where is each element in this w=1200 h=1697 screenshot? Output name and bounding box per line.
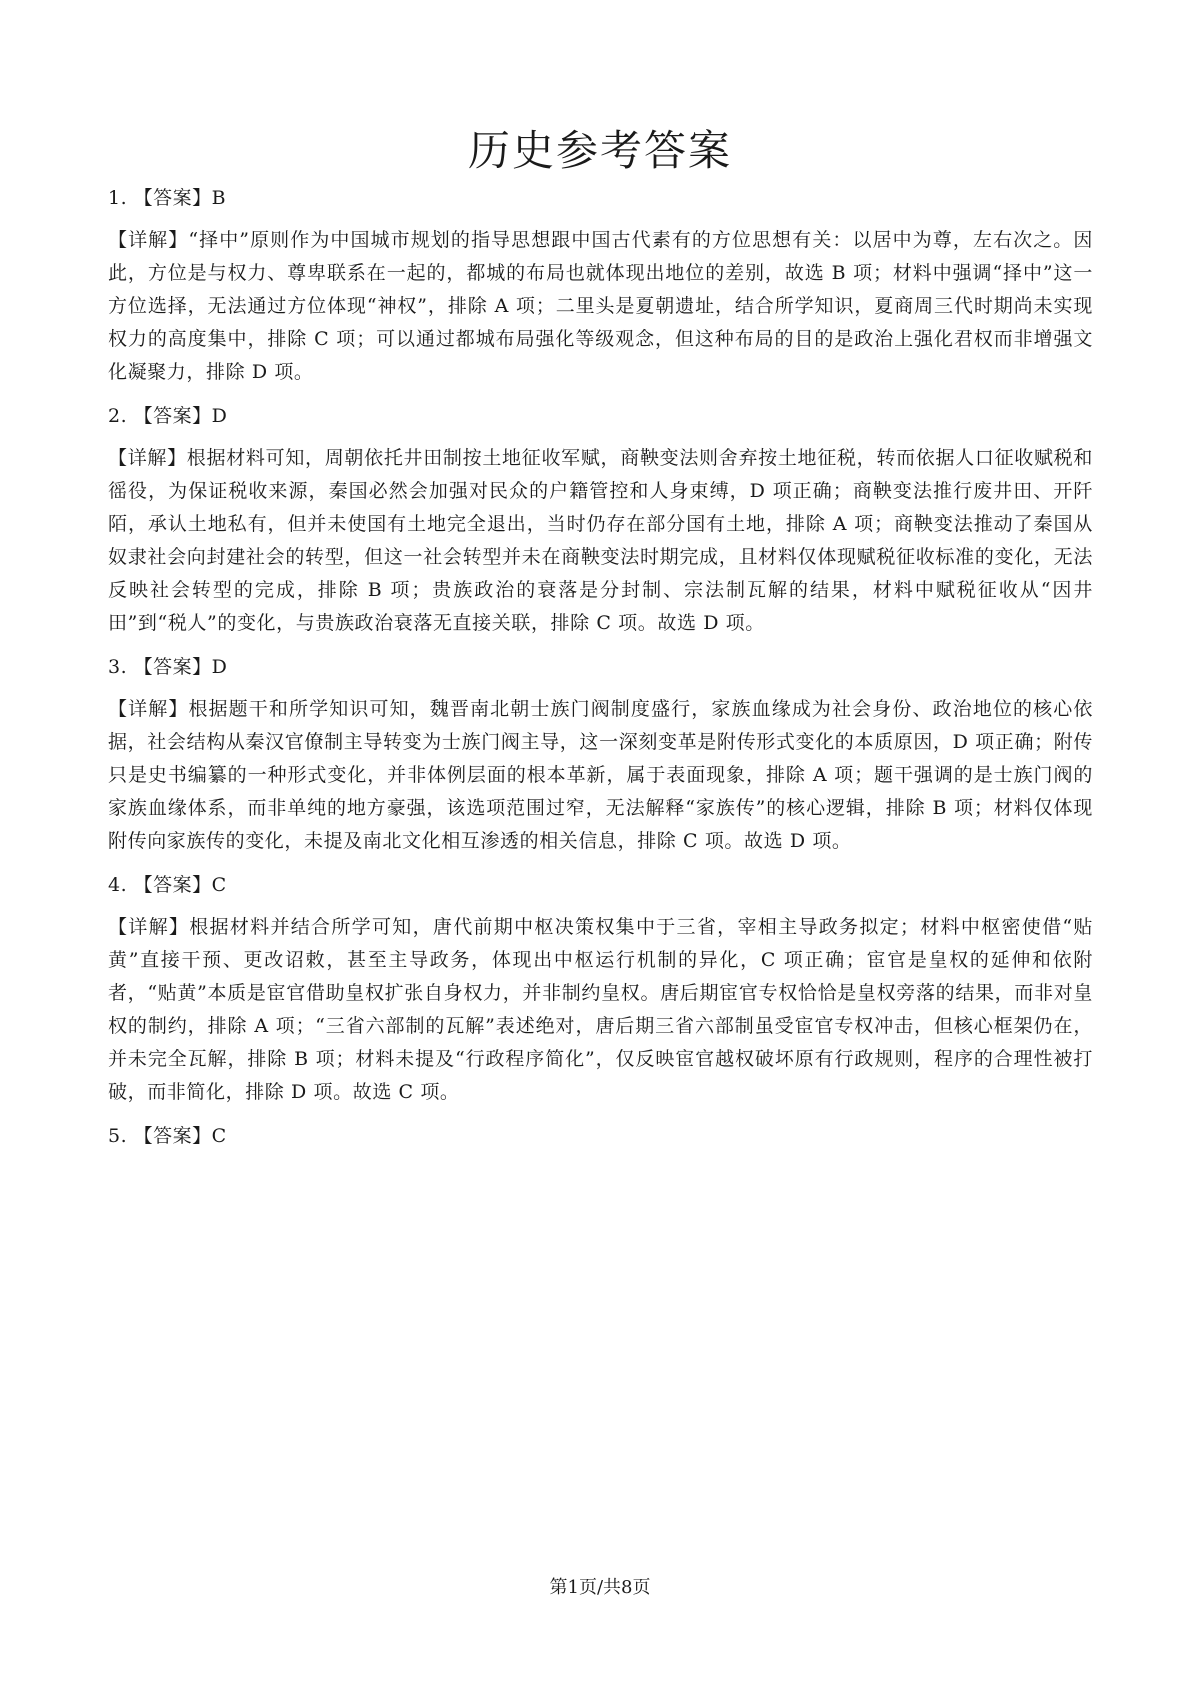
- question-4-explanation: 【详解】根据材料并结合所学可知，唐代前期中枢决策权集中于三省，宰相主导政务拟定；材料中枢密使借“贴黄”直接干预、更改诏敕，甚至主导政务，体现出中枢运行机制的异化，C 项正确；宦官是皇权的延伸和依附者，“贴黄”本质是宦官借助皇权扩张自身权力，并非制约皇权。唐后期宦官专权恰恰是皇权旁落的结果，而非对皇权的制约，排除 A 项；“三省六部制的瓦解”表述绝对，唐后期三省六部制虽受宦官专权冲击，但核心框架仍在，并未完全瓦解，排除 B 项；材料未提及“行政程序简化”，仅反映宦官越权破坏原有行政规则，程序的合理性被打破，而非简化，排除 D 项。故选 C 项。: [108, 916, 1093, 1103]
- question-3: [108, 651, 1093, 858]
- question-5-answer: 5. 【答案】C: [108, 1125, 227, 1147]
- page-title: 历史参考答案: [467, 126, 732, 175]
- question-2-answer: 2. 【答案】D: [108, 405, 228, 427]
- question-1-answer: 1. 【答案】B: [108, 187, 227, 209]
- question-1-explanation: 【详解】“择中”原则作为中国城市规划的指导思想跟中国古代素有的方位思想有关：以居中为尊，左右次之。因此，方位是与权力、尊卑联系在一起的，都城的布局也就体现出地位的差别，故选 B 项；材料中强调“择中”这一方位选择，无法通过方位体现“神权”，排除 A 项；二里头是夏朝遗址，结合所学知识，夏商周三代时期尚未实现权力的高度集中，排除 C 项；可以通过都城布局强化等级观念，但这种布局的目的是政治上强化君权而非增强文化凝聚力，排除 D 项。: [108, 229, 1093, 383]
- answer-list: [108, 182, 1093, 1162]
- question-3-answer: 3. 【答案】D: [108, 656, 228, 678]
- question-4-answer: 4. 【答案】C: [108, 874, 227, 896]
- question-5: [108, 1120, 1093, 1152]
- question-2-explanation: 【详解】根据材料可知，周朝依托井田制按土地征收军赋，商鞅变法则舍弃按土地征税，转而依据人口征收赋税和徭役，为保证税收来源，秦国必然会加强对民众的户籍管控和人身束缚，D 项正确；商鞅变法推行废井田、开阡陌，承认土地私有，但并未使国有土地完全退出，当时仍存在部分国有土地，排除 A 项；商鞅变法推动了秦国从奴隶社会向封建社会的转型，但这一社会转型并未在商鞅变法时期完成，且材料仅体现赋税征收标准的变化，无法反映社会转型的完成，排除 B 项；贵族政治的衰落是分封制、宗法制瓦解的结果，材料中赋税征收从“因井田”到“税人”的变化，与贵族政治衰落无直接关联，排除 C 项。故选 D 项。: [108, 447, 1093, 634]
- question-1: [108, 182, 1093, 389]
- question-2: [108, 400, 1093, 640]
- question-3-explanation: 【详解】根据题干和所学知识可知，魏晋南北朝士族门阀制度盛行，家族血缘成为社会身份、政治地位的核心依据，社会结构从秦汉官僚制主导转变为士族门阀主导，这一深刻变革是附传形式变化的本质原因，D 项正确；附传只是史书编纂的一种形式变化，并非体例层面的根本革新，属于表面现象，排除 A 项；题干强调的是士族门阀的家族血缘体系，而非单纯的地方豪强，该选项范围过窄，无法解释“家族传”的核心逻辑，排除 B 项；材料仅体现附传向家族传的变化，未提及南北文化相互渗透的相关信息，排除 C 项。故选 D 项。: [108, 698, 1093, 852]
- question-4: [108, 869, 1093, 1109]
- page-number: 第1页/共8页: [549, 1577, 651, 1598]
